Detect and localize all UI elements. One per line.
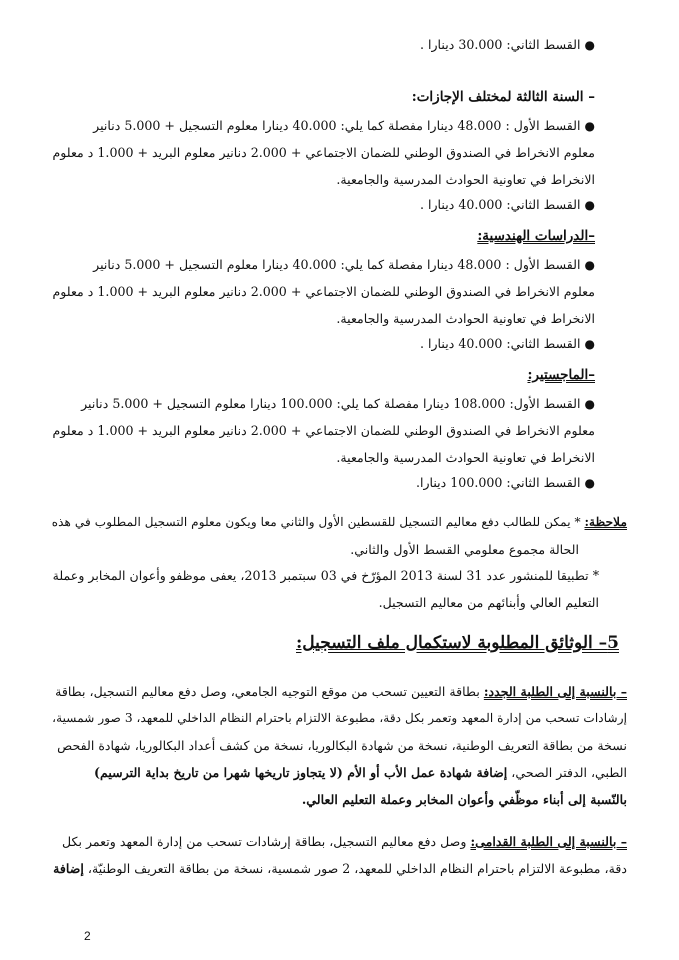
bullet-icon: ● [584, 337, 595, 351]
note-label: ملاحظة: [584, 515, 627, 529]
bullet-icon: ● [584, 119, 595, 133]
old-students-line-2: دقة، مطبوعة الالتزام باحترام النظام الداخلي للمعهد، 2 صور شمسية، نسخة من بطاقة التعريف الوطنيّة، إضافة [53, 861, 627, 876]
master-installment-1-line-3: الانخراط في تعاونية الحوادث المدرسية والجامعية. [336, 450, 595, 465]
eng-installment-1-line-2: معلوم الانخراط في الصندوق الوطني للضمان الاجتماعي + 2.000 دنانير معلوم البريد + 1.000 د معلوم [52, 284, 595, 299]
eng-installment-2: ●القسط الثاني: 40.000 دينارا . [419, 336, 595, 351]
note-line-2: الحالة مجموع معلومي القسط الأول والثاني. [350, 542, 579, 557]
bullet-icon: ● [584, 198, 595, 212]
eng-heading: –الدراسات الهندسية: [477, 228, 595, 244]
master-installment-2: ●القسط الثاني: 100.000 دينارا. [415, 475, 595, 490]
section-5-title: 5– الوثائق المطلوبة لاستكمال ملف التسجيل: [296, 633, 619, 653]
note-line-4: التعليم العالي وأبنائهم من معاليم التسجيل. [378, 595, 599, 610]
master-installment-1-line-1: ●القسط الأول: 108.000 دينارا مفصلة كما يلي: 100.000 دينارا معلوم التسجيل + 5.000 دنانير [81, 396, 595, 411]
old-students-line-1: – بالنسبة إلى الطلبة القدامى: وصل دفع معاليم التسجيل، بطاقة إرشادات تسحب من إدارة المعهد وتعمر بكل [61, 834, 627, 849]
new-students-line-3: نسخة من بطاقة التعريف الوطنية، نسخة من شهادة البكالوريا، نسخة من كشف أعداد البكالوريا، شهادة الفحص [57, 738, 627, 753]
master-heading: –الماجستير: [527, 367, 595, 383]
page-number: 2 [84, 929, 91, 943]
new-students-line-2: إرشادات تسحب من إدارة المعهد وتعمر بكل دقة، مطبوعة الالتزام باحترام النظام الداخلي للمعهد، 3 صور شمسية، [52, 711, 627, 725]
new-students-line-5: بالنّسبة إلى أبناء موظّفي وأعوان المخابر وعملة التعليم العالي. [301, 792, 627, 807]
bullet-icon: ● [584, 258, 595, 272]
work-certificate-requirement: إضافة شهادة عمل الأب أو الأم (لا يتجاوز تاريخها شهرا من تاريخ بداية الترسيم) [94, 765, 508, 780]
note-line-3: * تطبيقا للمنشور عدد 31 لسنة 2013 المؤرّخ في 03 سبتمبر 2013، يعفى موظفو وأعوان المخابر وعملة [52, 568, 599, 583]
eng-installment-1-line-3: الانخراط في تعاونية الحوادث المدرسية والجامعية. [336, 311, 595, 326]
y3-installment-2: ●القسط الثاني: 40.000 دينارا . [419, 197, 595, 212]
note-line-1: ملاحظة: * يمكن للطالب دفع معاليم التسجيل للقسطين الأول والثاني معا ويكون معلوم التسجيل المطلوب في هذه [51, 515, 627, 529]
old-students-label: – بالنسبة إلى الطلبة القدامى: [470, 834, 627, 849]
y1-installment-2: ●القسط الثاني: 30.000 دينارا . [419, 37, 595, 52]
bullet-icon: ● [584, 397, 595, 411]
bullet-icon: ● [584, 476, 595, 490]
master-installment-1-line-2: معلوم الانخراط في الصندوق الوطني للضمان الاجتماعي + 2.000 دنانير معلوم البريد + 1.000 د معلوم [52, 423, 595, 438]
new-students-label: – بالنسبة إلى الطلبة الجدد: [483, 684, 627, 699]
new-students-line-4: الطبي، الدفتر الصحي، إضافة شهادة عمل الأب أو الأم (لا يتجاوز تاريخها شهرا من تاريخ بداية الترسيم) [94, 765, 627, 780]
y3-installment-1-line-2: معلوم الانخراط في الصندوق الوطني للضمان الاجتماعي + 2.000 دنانير معلوم البريد + 1.000 د معلوم [52, 145, 595, 160]
eng-installment-1-line-1: ●القسط الأول : 48.000 دينارا مفصلة كما يلي: 40.000 دينارا معلوم التسجيل + 5.000 دنانير [93, 257, 595, 272]
y3-installment-1-line-1: ●القسط الأول : 48.000 دينارا مفصلة كما يلي: 40.000 دينارا معلوم التسجيل + 5.000 دنانير [93, 118, 595, 133]
y3-installment-1-line-3: الانخراط في تعاونية الحوادث المدرسية والجامعية. [336, 172, 595, 187]
new-students-line-1: – بالنسبة إلى الطلبة الجدد: بطاقة التعيين تسحب من موقع التوجيه الجامعي، وصل دفع معاليم التسجيل، بطاقة [55, 684, 627, 699]
bullet-icon: ● [584, 38, 595, 52]
y3-heading: – السنة الثالثة لمختلف الإجازات: [411, 89, 595, 105]
